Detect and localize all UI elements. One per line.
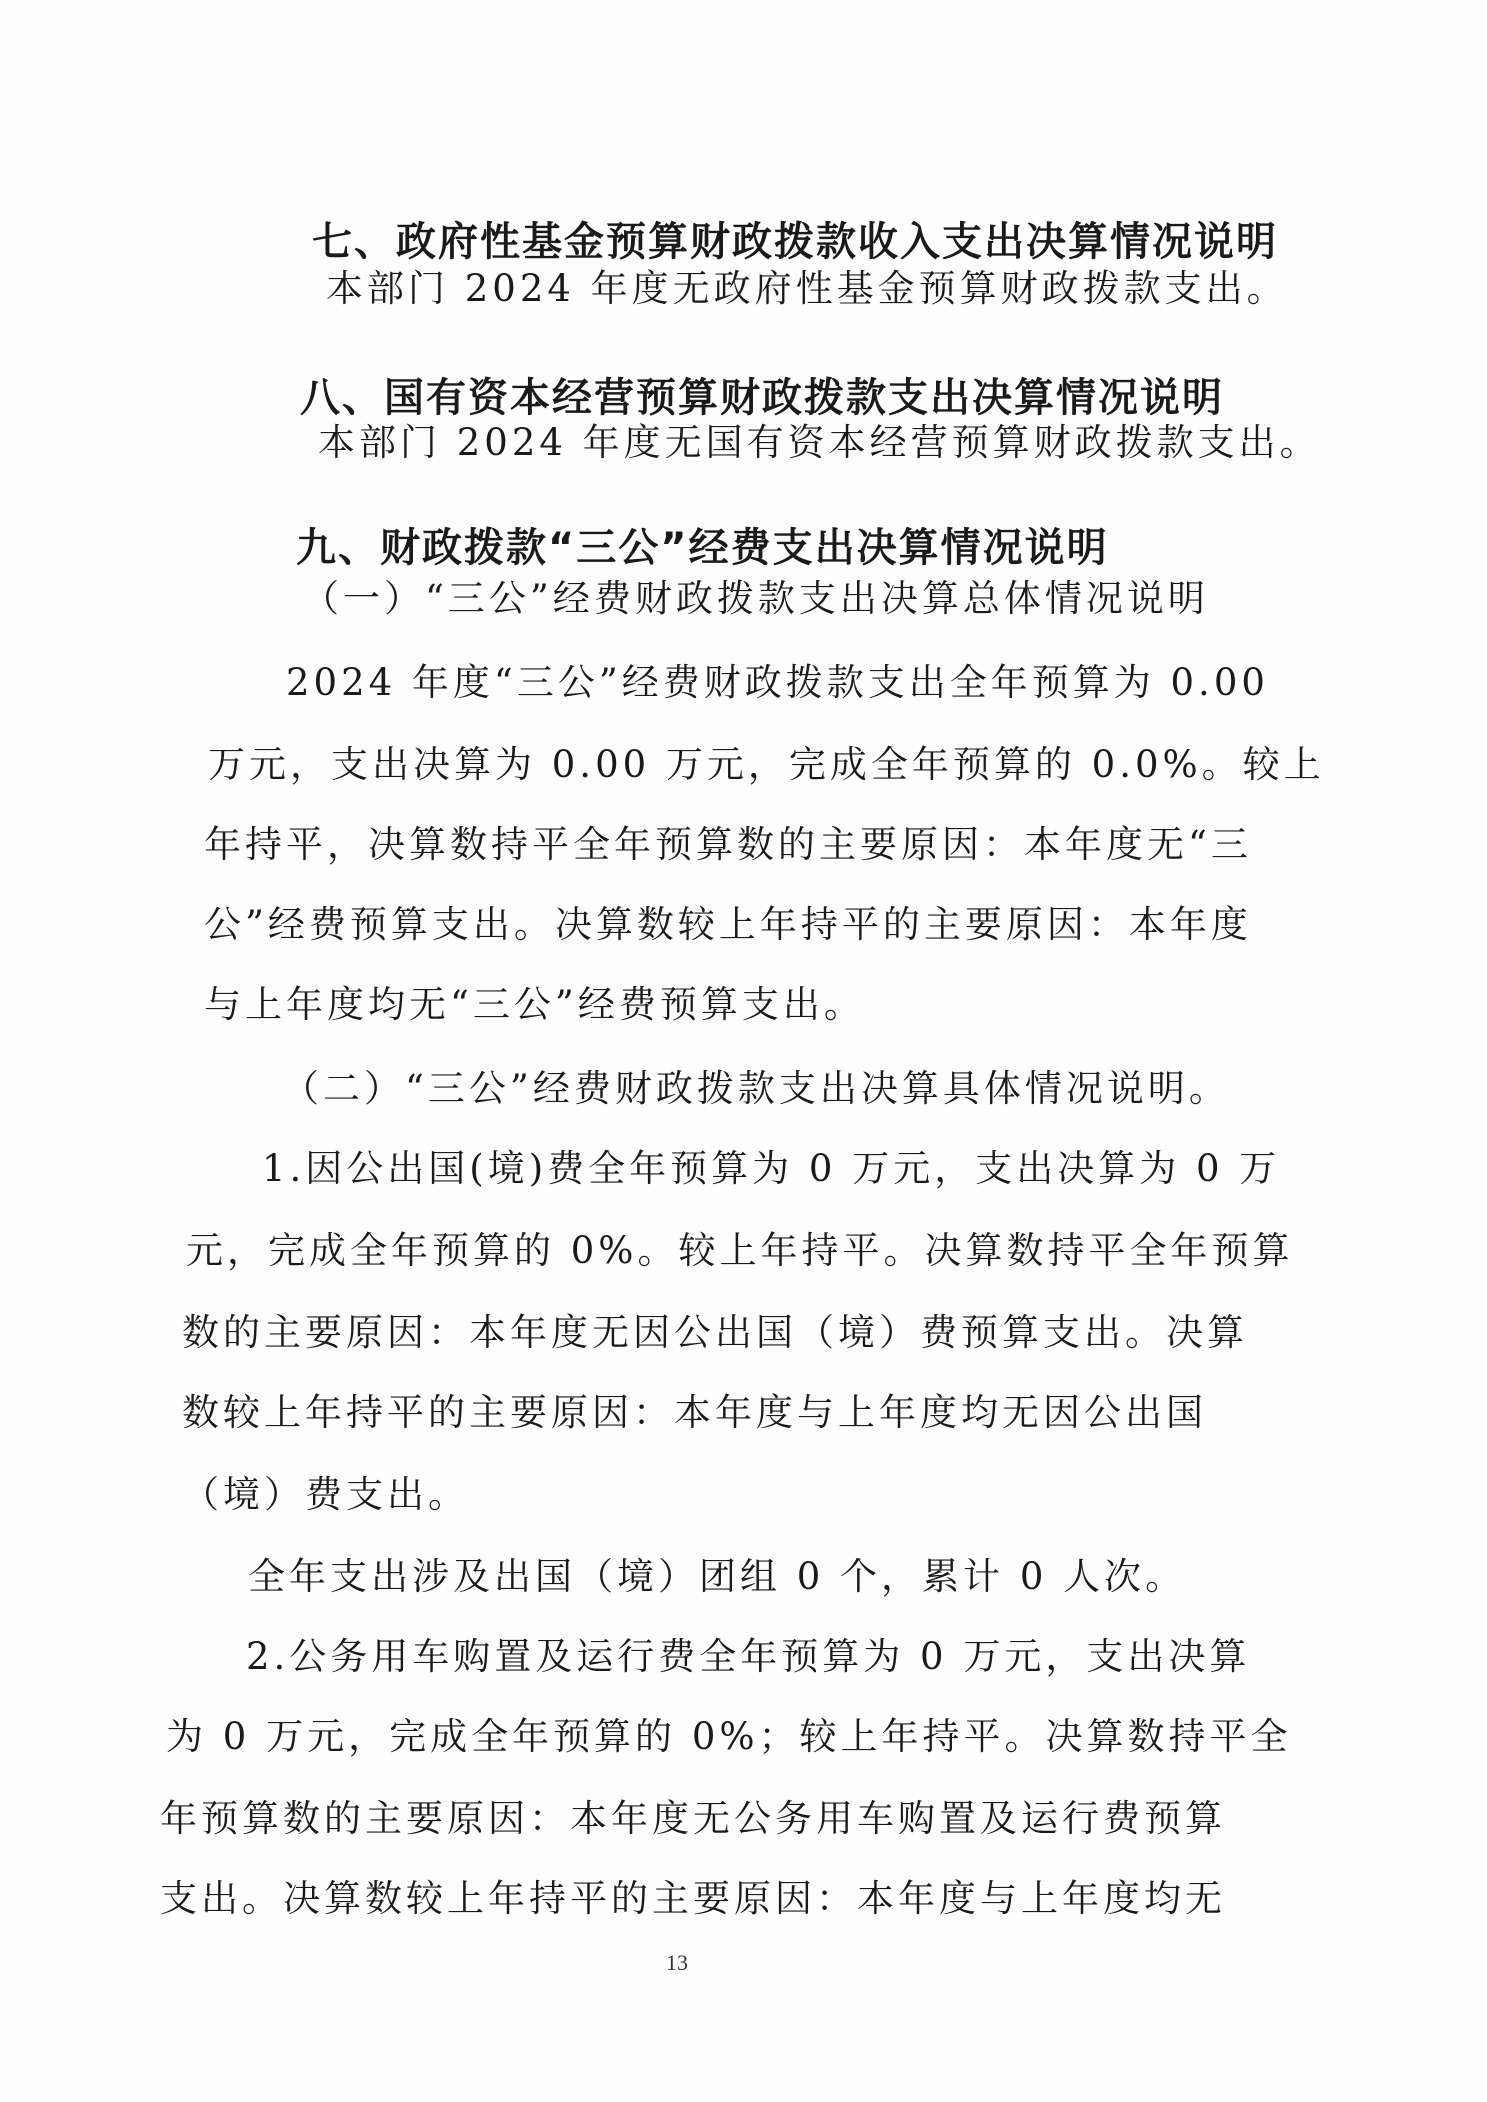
item-2-line-2: 为 0 万元，完成全年预算的 0%；较上年持平。决算数持平全 — [166, 1715, 1292, 1758]
section-7-body: 本部门 2024 年度无政府性基金预算财政拨款支出。 — [326, 267, 1288, 310]
item-2-line-3: 年预算数的主要原因：本年度无公务用车购置及运行费预算 — [160, 1797, 1226, 1840]
subsection-1-title: （一）“三公”经费财政拨款支出决算总体情况说明 — [302, 577, 1209, 620]
section-7-heading: 七、政府性基金预算财政拨款收入支出决算情况说明 — [312, 219, 1278, 265]
subsection-1-line-1: 2024 年度“三公”经费财政拨款支出全年预算为 0.00 — [286, 661, 1269, 704]
subsection-1-line-3: 年持平，决算数持平全年预算数的主要原因：本年度无“三 — [204, 823, 1252, 866]
section-8-body: 本部门 2024 年度无国有资本经营预算财政拨款支出。 — [318, 421, 1321, 464]
page-number: 13 — [666, 1950, 688, 1975]
item-1-line-4: 数较上年持平的主要原因：本年度与上年度均无因公出国 — [182, 1391, 1207, 1434]
item-1-line-5: （境）费支出。 — [182, 1473, 469, 1516]
subsection-1-line-5: 与上年度均无“三公”经费预算支出。 — [204, 983, 865, 1026]
subsection-2-title: （二）“三公”经费财政拨款支出决算具体情况说明。 — [282, 1067, 1230, 1110]
section-8-heading: 八、国有资本经营预算财政拨款支出决算情况说明 — [300, 375, 1224, 421]
subsection-1-line-4: 公”经费预算支出。决算数较上年持平的主要原因：本年度 — [204, 903, 1252, 946]
item-1-line-1: 1.因公出国(境)费全年预算为 0 万元，支出决算为 0 万 — [262, 1147, 1281, 1190]
item-1-line-2: 元，完成全年预算的 0%。较上年持平。决算数持平全年预算 — [186, 1229, 1294, 1272]
item-2-line-1: 2.公务用车购置及运行费全年预算为 0 万元，支出决算 — [246, 1635, 1251, 1678]
section-9-heading: 九、财政拨款“三公”经费支出决算情况说明 — [296, 525, 1109, 571]
subsection-1-line-2: 万元，支出决算为 0.00 万元，完成全年预算的 0.0%。较上 — [208, 743, 1325, 786]
item-1-note: 全年支出涉及出国（境）团组 0 个，累计 0 人次。 — [248, 1555, 1187, 1598]
item-1-line-3: 数的主要原因：本年度无因公出国（境）费预算支出。决算 — [182, 1311, 1248, 1354]
item-2-line-4: 支出。决算数较上年持平的主要原因：本年度与上年度均无 — [160, 1877, 1226, 1920]
